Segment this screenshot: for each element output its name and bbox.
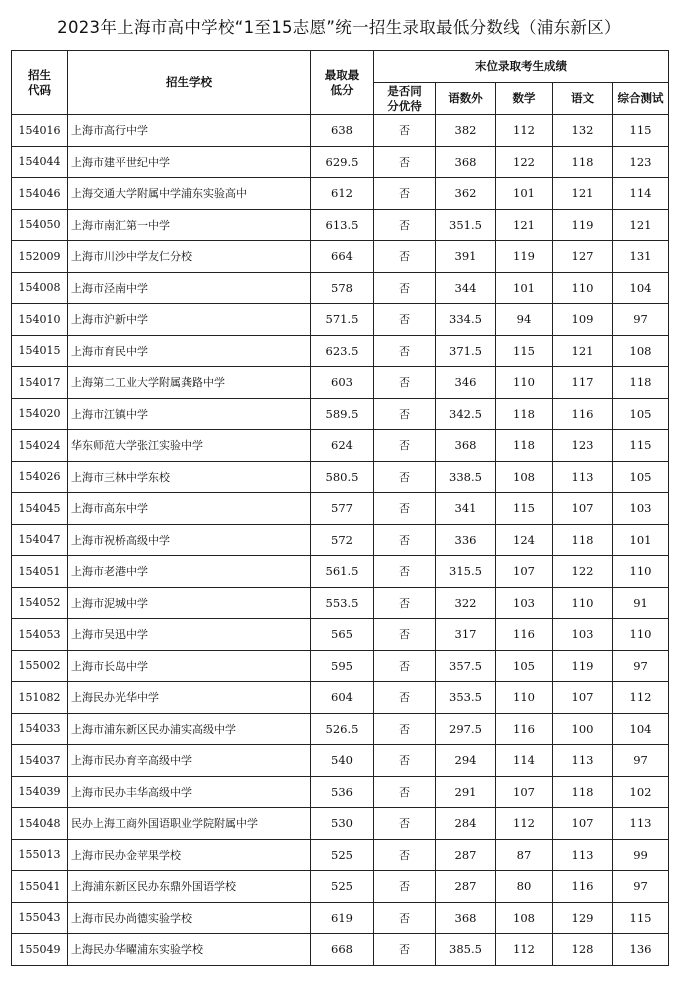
math-score-cell: 103 — [496, 587, 553, 619]
min-score-cell: 565 — [311, 619, 374, 651]
table-row — [12, 682, 669, 714]
priority-cell: 否 — [374, 367, 436, 399]
table-row — [12, 650, 669, 682]
comprehensive-score-cell: 104 — [613, 272, 669, 304]
ysw-score-cell: 344 — [436, 272, 496, 304]
chinese-score-cell: 116 — [553, 398, 613, 430]
math-score-cell: 116 — [496, 619, 553, 651]
ysw-score-cell: 357.5 — [436, 650, 496, 682]
chinese-score-cell: 127 — [553, 241, 613, 273]
min-score-cell: 540 — [311, 745, 374, 777]
comprehensive-score-cell: 103 — [613, 493, 669, 525]
ysw-score-cell: 353.5 — [436, 682, 496, 714]
chinese-score-cell: 107 — [553, 493, 613, 525]
code-cell: 154050 — [12, 209, 68, 241]
code-cell: 154024 — [12, 430, 68, 462]
ysw-score-cell: 338.5 — [436, 461, 496, 493]
priority-cell: 否 — [374, 776, 436, 808]
min-score-cell: 613.5 — [311, 209, 374, 241]
chinese-score-cell: 103 — [553, 619, 613, 651]
ysw-score-cell: 287 — [436, 871, 496, 903]
ysw-score-cell: 322 — [436, 587, 496, 619]
chinese-score-cell: 117 — [553, 367, 613, 399]
table-row — [12, 493, 669, 525]
chinese-score-cell: 113 — [553, 745, 613, 777]
min-score-cell: 578 — [311, 272, 374, 304]
table-row — [12, 272, 669, 304]
table-row — [12, 304, 669, 336]
code-cell: 154017 — [12, 367, 68, 399]
priority-cell: 否 — [374, 335, 436, 367]
school-name-cell: 上海市高行中学 — [68, 115, 311, 147]
comprehensive-score-cell: 101 — [613, 524, 669, 556]
chinese-score-cell: 113 — [553, 839, 613, 871]
min-score-cell: 595 — [311, 650, 374, 682]
math-score-cell: 87 — [496, 839, 553, 871]
school-name-cell: 上海市育民中学 — [68, 335, 311, 367]
school-name-cell: 上海市江镇中学 — [68, 398, 311, 430]
code-cell: 155049 — [12, 934, 68, 966]
comprehensive-score-cell: 104 — [613, 713, 669, 745]
math-score-cell: 105 — [496, 650, 553, 682]
code-cell: 154008 — [12, 272, 68, 304]
school-name-cell: 上海市老港中学 — [68, 556, 311, 588]
comprehensive-score-cell: 99 — [613, 839, 669, 871]
math-score-cell: 121 — [496, 209, 553, 241]
comprehensive-score-cell: 121 — [613, 209, 669, 241]
math-score-cell: 101 — [496, 178, 553, 210]
table-row — [12, 776, 669, 808]
table-row — [12, 808, 669, 840]
comprehensive-score-cell: 123 — [613, 146, 669, 178]
header-row-top — [12, 51, 669, 83]
table-row — [12, 839, 669, 871]
comprehensive-score-cell: 115 — [613, 115, 669, 147]
comprehensive-score-cell: 112 — [613, 682, 669, 714]
table-row — [12, 241, 669, 273]
priority-cell: 否 — [374, 115, 436, 147]
comprehensive-score-cell: 97 — [613, 304, 669, 336]
priority-cell: 否 — [374, 839, 436, 871]
chinese-score-cell: 113 — [553, 461, 613, 493]
math-score-cell: 112 — [496, 808, 553, 840]
math-score-cell: 112 — [496, 115, 553, 147]
school-name-cell: 上海市民办育辛高级中学 — [68, 745, 311, 777]
comprehensive-score-cell: 97 — [613, 650, 669, 682]
chinese-score-cell: 118 — [553, 146, 613, 178]
table-row — [12, 367, 669, 399]
table-row — [12, 871, 669, 903]
school-name-cell: 上海市泥城中学 — [68, 587, 311, 619]
math-score-cell: 119 — [496, 241, 553, 273]
school-name-cell: 上海市南汇第一中学 — [68, 209, 311, 241]
code-cell: 154052 — [12, 587, 68, 619]
school-name-cell: 上海民办华曜浦东实验学校 — [68, 934, 311, 966]
math-score-cell: 101 — [496, 272, 553, 304]
table-row — [12, 146, 669, 178]
school-name-cell: 上海市高东中学 — [68, 493, 311, 525]
chinese-score-cell: 119 — [553, 209, 613, 241]
min-score-cell: 612 — [311, 178, 374, 210]
comprehensive-score-cell: 108 — [613, 335, 669, 367]
table-row — [12, 556, 669, 588]
comprehensive-score-cell: 114 — [613, 178, 669, 210]
table-row — [12, 902, 669, 934]
chinese-score-cell: 128 — [553, 934, 613, 966]
school-name-cell: 上海市泾南中学 — [68, 272, 311, 304]
comprehensive-score-cell: 105 — [613, 398, 669, 430]
chinese-score-cell: 123 — [553, 430, 613, 462]
code-cell: 151082 — [12, 682, 68, 714]
code-cell: 154026 — [12, 461, 68, 493]
comprehensive-score-cell: 115 — [613, 902, 669, 934]
min-score-cell: 629.5 — [311, 146, 374, 178]
school-name-cell: 上海第二工业大学附属龚路中学 — [68, 367, 311, 399]
priority-cell: 否 — [374, 713, 436, 745]
min-score-cell: 536 — [311, 776, 374, 808]
math-score-cell: 118 — [496, 398, 553, 430]
priority-cell: 否 — [374, 871, 436, 903]
code-cell: 154039 — [12, 776, 68, 808]
school-name-cell: 上海市三林中学东校 — [68, 461, 311, 493]
header-math: 数学 — [496, 83, 553, 115]
priority-cell: 否 — [374, 745, 436, 777]
header-school: 招生学校 — [68, 51, 311, 115]
table-row — [12, 619, 669, 651]
code-cell: 154044 — [12, 146, 68, 178]
code-cell: 154046 — [12, 178, 68, 210]
table-row — [12, 430, 669, 462]
math-score-cell: 118 — [496, 430, 553, 462]
priority-cell: 否 — [374, 556, 436, 588]
school-name-cell: 上海市川沙中学友仁分校 — [68, 241, 311, 273]
priority-cell: 否 — [374, 650, 436, 682]
school-name-cell: 上海市民办丰华高级中学 — [68, 776, 311, 808]
math-score-cell: 80 — [496, 871, 553, 903]
chinese-score-cell: 121 — [553, 335, 613, 367]
ysw-score-cell: 334.5 — [436, 304, 496, 336]
min-score-cell: 668 — [311, 934, 374, 966]
chinese-score-cell: 118 — [553, 524, 613, 556]
math-score-cell: 122 — [496, 146, 553, 178]
ysw-score-cell: 351.5 — [436, 209, 496, 241]
school-name-cell: 上海市吴迅中学 — [68, 619, 311, 651]
min-score-cell: 571.5 — [311, 304, 374, 336]
ysw-score-cell: 294 — [436, 745, 496, 777]
code-cell: 154045 — [12, 493, 68, 525]
math-score-cell: 94 — [496, 304, 553, 336]
min-score-cell: 589.5 — [311, 398, 374, 430]
priority-cell: 否 — [374, 272, 436, 304]
admission-score-table — [11, 50, 669, 966]
ysw-score-cell: 315.5 — [436, 556, 496, 588]
chinese-score-cell: 110 — [553, 272, 613, 304]
chinese-score-cell: 119 — [553, 650, 613, 682]
priority-cell: 否 — [374, 682, 436, 714]
ysw-score-cell: 346 — [436, 367, 496, 399]
table-row — [12, 398, 669, 430]
header-priority: 是否同分优待 — [374, 83, 436, 115]
math-score-cell: 110 — [496, 682, 553, 714]
comprehensive-score-cell: 91 — [613, 587, 669, 619]
code-cell: 154020 — [12, 398, 68, 430]
ysw-score-cell: 317 — [436, 619, 496, 651]
chinese-score-cell: 122 — [553, 556, 613, 588]
table-row — [12, 178, 669, 210]
school-name-cell: 上海市建平世纪中学 — [68, 146, 311, 178]
school-name-cell: 上海市民办金苹果学校 — [68, 839, 311, 871]
school-name-cell: 上海交通大学附属中学浦东实验高中 — [68, 178, 311, 210]
math-score-cell: 110 — [496, 367, 553, 399]
priority-cell: 否 — [374, 398, 436, 430]
school-name-cell: 华东师范大学张江实验中学 — [68, 430, 311, 462]
table-row — [12, 209, 669, 241]
ysw-score-cell: 382 — [436, 115, 496, 147]
ysw-score-cell: 297.5 — [436, 713, 496, 745]
min-score-cell: 525 — [311, 871, 374, 903]
ysw-score-cell: 368 — [436, 430, 496, 462]
school-name-cell: 上海市民办尚德实验学校 — [68, 902, 311, 934]
school-name-cell: 上海民办光华中学 — [68, 682, 311, 714]
table-row — [12, 934, 669, 966]
min-score-cell: 561.5 — [311, 556, 374, 588]
code-cell: 154051 — [12, 556, 68, 588]
code-cell: 155013 — [12, 839, 68, 871]
priority-cell: 否 — [374, 902, 436, 934]
priority-cell: 否 — [374, 619, 436, 651]
header-last-admitted-group: 末位录取考生成绩 — [374, 51, 669, 83]
priority-cell: 否 — [374, 430, 436, 462]
comprehensive-score-cell: 110 — [613, 619, 669, 651]
school-name-cell: 上海浦东新区民办东鼎外国语学校 — [68, 871, 311, 903]
min-score-cell: 638 — [311, 115, 374, 147]
ysw-score-cell: 371.5 — [436, 335, 496, 367]
chinese-score-cell: 129 — [553, 902, 613, 934]
code-cell: 154016 — [12, 115, 68, 147]
priority-cell: 否 — [374, 934, 436, 966]
table-row — [12, 713, 669, 745]
code-cell: 152009 — [12, 241, 68, 273]
math-score-cell: 107 — [496, 776, 553, 808]
header-comprehensive: 综合测试 — [613, 83, 669, 115]
school-name-cell: 上海市浦东新区民办浦实高级中学 — [68, 713, 311, 745]
math-score-cell: 114 — [496, 745, 553, 777]
priority-cell: 否 — [374, 808, 436, 840]
min-score-cell: 604 — [311, 682, 374, 714]
comprehensive-score-cell: 105 — [613, 461, 669, 493]
chinese-score-cell: 110 — [553, 587, 613, 619]
priority-cell: 否 — [374, 146, 436, 178]
math-score-cell: 112 — [496, 934, 553, 966]
comprehensive-score-cell: 113 — [613, 808, 669, 840]
chinese-score-cell: 116 — [553, 871, 613, 903]
priority-cell: 否 — [374, 178, 436, 210]
min-score-cell: 624 — [311, 430, 374, 462]
ysw-score-cell: 336 — [436, 524, 496, 556]
ysw-score-cell: 342.5 — [436, 398, 496, 430]
priority-cell: 否 — [374, 241, 436, 273]
priority-cell: 否 — [374, 493, 436, 525]
code-cell: 154053 — [12, 619, 68, 651]
min-score-cell: 525 — [311, 839, 374, 871]
code-cell: 155002 — [12, 650, 68, 682]
ysw-score-cell: 368 — [436, 902, 496, 934]
table-row — [12, 335, 669, 367]
min-score-cell: 577 — [311, 493, 374, 525]
priority-cell: 否 — [374, 524, 436, 556]
chinese-score-cell: 109 — [553, 304, 613, 336]
comprehensive-score-cell: 110 — [613, 556, 669, 588]
min-score-cell: 526.5 — [311, 713, 374, 745]
comprehensive-score-cell: 118 — [613, 367, 669, 399]
table-row — [12, 115, 669, 147]
math-score-cell: 108 — [496, 461, 553, 493]
ysw-score-cell: 385.5 — [436, 934, 496, 966]
ysw-score-cell: 368 — [436, 146, 496, 178]
table-row — [12, 461, 669, 493]
code-cell: 154010 — [12, 304, 68, 336]
ysw-score-cell: 391 — [436, 241, 496, 273]
code-cell: 154033 — [12, 713, 68, 745]
math-score-cell: 115 — [496, 335, 553, 367]
header-chinese: 语文 — [553, 83, 613, 115]
math-score-cell: 124 — [496, 524, 553, 556]
chinese-score-cell: 100 — [553, 713, 613, 745]
min-score-cell: 623.5 — [311, 335, 374, 367]
comprehensive-score-cell: 97 — [613, 871, 669, 903]
code-cell: 154048 — [12, 808, 68, 840]
code-cell: 154047 — [12, 524, 68, 556]
code-cell: 155041 — [12, 871, 68, 903]
min-score-cell: 572 — [311, 524, 374, 556]
math-score-cell: 108 — [496, 902, 553, 934]
comprehensive-score-cell: 131 — [613, 241, 669, 273]
chinese-score-cell: 107 — [553, 682, 613, 714]
priority-cell: 否 — [374, 209, 436, 241]
school-name-cell: 上海市祝桥高级中学 — [68, 524, 311, 556]
min-score-cell: 530 — [311, 808, 374, 840]
school-name-cell: 民办上海工商外国语职业学院附属中学 — [68, 808, 311, 840]
min-score-cell: 619 — [311, 902, 374, 934]
min-score-cell: 603 — [311, 367, 374, 399]
min-score-cell: 580.5 — [311, 461, 374, 493]
math-score-cell: 116 — [496, 713, 553, 745]
chinese-score-cell: 132 — [553, 115, 613, 147]
page-title: 2023年上海市高中学校“1至15志愿”统一招生录取最低分数线（浦东新区） — [57, 18, 621, 37]
school-name-cell: 上海市长岛中学 — [68, 650, 311, 682]
table-row — [12, 524, 669, 556]
code-cell: 154015 — [12, 335, 68, 367]
comprehensive-score-cell: 136 — [613, 934, 669, 966]
min-score-cell: 664 — [311, 241, 374, 273]
ysw-score-cell: 287 — [436, 839, 496, 871]
math-score-cell: 115 — [496, 493, 553, 525]
header-code: 招生代码 — [12, 51, 68, 115]
header-min-score: 最取最低分 — [311, 51, 374, 115]
priority-cell: 否 — [374, 461, 436, 493]
chinese-score-cell: 121 — [553, 178, 613, 210]
priority-cell: 否 — [374, 304, 436, 336]
ysw-score-cell: 284 — [436, 808, 496, 840]
school-name-cell: 上海市沪新中学 — [68, 304, 311, 336]
math-score-cell: 107 — [496, 556, 553, 588]
comprehensive-score-cell: 97 — [613, 745, 669, 777]
comprehensive-score-cell: 115 — [613, 430, 669, 462]
ysw-score-cell: 341 — [436, 493, 496, 525]
table-row — [12, 745, 669, 777]
table-row — [12, 587, 669, 619]
code-cell: 154037 — [12, 745, 68, 777]
ysw-score-cell: 291 — [436, 776, 496, 808]
min-score-cell: 553.5 — [311, 587, 374, 619]
chinese-score-cell: 118 — [553, 776, 613, 808]
priority-cell: 否 — [374, 587, 436, 619]
ysw-score-cell: 362 — [436, 178, 496, 210]
comprehensive-score-cell: 102 — [613, 776, 669, 808]
code-cell: 155043 — [12, 902, 68, 934]
header-ysw: 语数外 — [436, 83, 496, 115]
chinese-score-cell: 107 — [553, 808, 613, 840]
